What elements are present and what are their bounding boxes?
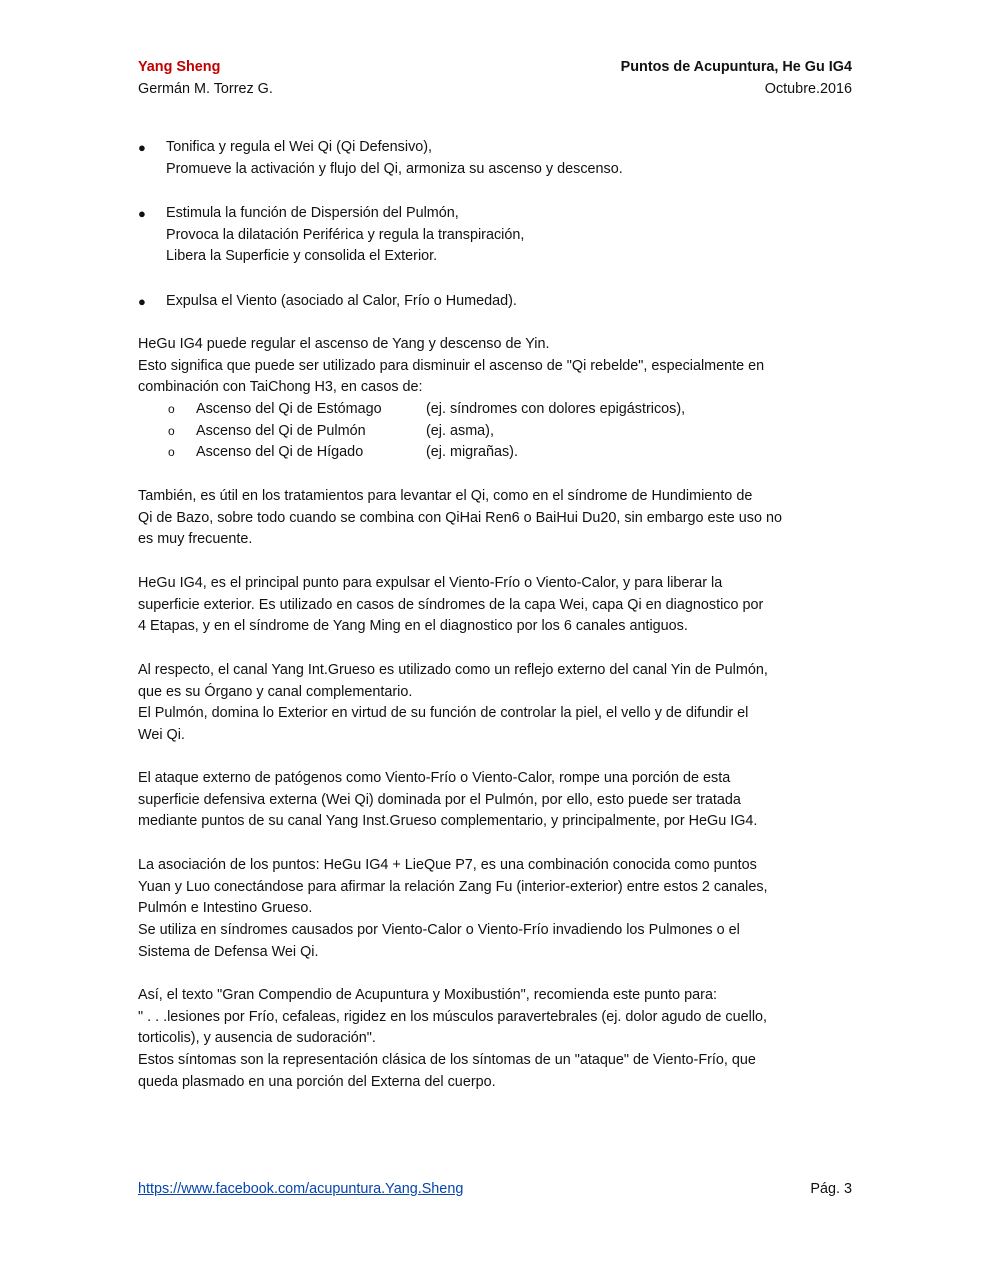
text-line: Libera la Superficie y consolida el Exterior. [166,248,438,265]
sub-list-example: (ej. asma), [426,422,494,439]
sub-list-item [138,442,858,464]
document-date: Octubre.2016 [764,81,852,97]
bullet-item [138,203,858,268]
paragraph [138,985,858,1093]
text-line: Estos síntomas son la representación clásica de los síntomas de un "ataque" de Viento-Frío, que [138,1052,756,1069]
sub-list-example: (ej. síndromes con dolores epigástricos), [426,401,686,417]
text-line: Al respecto, el canal Yang Int.Grueso es utilizado como un reflejo externo del canal Yin de Pulmón, [138,662,768,678]
text-line: Provoca la dilatación Periférica y regula la transpiración, [166,226,525,243]
text-line: Tonifica y regula el Wei Qi (Qi Defensivo), [166,139,433,155]
text-line: Sistema de Defensa Wei Qi. [138,943,319,960]
bullet-dot-icon: ● [138,294,146,309]
text-line: HeGu IG4, es el principal punto para expulsar el Viento-Frío o Viento-Calor, y para liberar la [138,575,723,591]
text-line: Promueve la activación y flujo del Qi, armoniza su ascenso y descenso. [166,160,623,177]
paragraph [138,486,858,551]
text-line: Esto significa que puede ser utilizado para disminuir el ascenso de "Qi rebelde", especialmente en [138,357,765,374]
bullet-text [166,291,858,313]
text-line: Se utiliza en síndromes causados por Viento-Calor o Viento-Frío invadiendo los Pulmones o el [138,922,740,939]
bullet-text [166,137,858,180]
paragraph [138,660,858,747]
page-number: Pág. 3 [810,1181,852,1197]
sub-list-label: Ascenso del Qi de Hígado [196,444,364,461]
circle-bullet-icon: o [168,445,175,460]
text-line: El Pulmón, domina lo Exterior en virtud de su función de controlar la piel, el vello y de difundir el [138,705,749,722]
circle-bullet-icon: o [168,402,175,416]
text-line: Así, el texto "Gran Compendio de Acupuntura y Moxibustión", recomienda este punto para: [138,987,717,1003]
sub-list [138,399,858,464]
paragraph [138,573,858,638]
text-line: mediante puntos de su canal Yang Inst.Grueso complementario, y principalmente, por HeGu IG4. [138,813,758,830]
document-title: Puntos de Acupuntura, He Gu IG4 [620,59,852,75]
paragraph [138,855,858,963]
text-line: Yuan y Luo conectándose para afirmar la relación Zang Fu (interior-exterior) entre estos 2 canales, [138,878,768,895]
paragraph [138,768,858,833]
text-line: 4 Etapas, y en el síndrome de Yang Ming en el diagnostico por los 6 canales antiguos. [138,618,688,635]
circle-bullet-icon: o [168,423,175,438]
text-line: Expulsa el Viento (asociado al Calor, Frío o Humedad). [166,293,517,309]
text-line: Qi de Bazo, sobre todo cuando se combina con QiHai Ren6 o BaiHui Du20, sin embargo este uso no [138,509,782,526]
bullet-dot-icon: ● [138,206,146,221]
text-line: que es su Órgano y canal complementario. [138,683,413,700]
facebook-link[interactable]: https://www.facebook.com/acupuntura.Yang.Sheng [138,1181,464,1197]
sub-list-item [138,421,858,443]
text-line: queda plasmado en una porción del Externa del cuerpo. [138,1073,496,1090]
text-line: La asociación de los puntos: HeGu IG4 + LieQue P7, es una combinación conocida como puntos [138,857,757,873]
text-line: es muy frecuente. [138,531,253,548]
text-line: combinación con TaiChong H3, en casos de: [138,379,423,396]
text-line: " . . .lesiones por Frío, cefaleas, rigidez en los músculos paravertebrales (ej. dolor agudo de cuello, [138,1008,768,1025]
bullet-text [166,203,858,268]
sub-list-item [138,399,858,421]
text-line: Wei Qi. [138,727,185,744]
text-line: torticolis), y ausencia de sudoración". [138,1030,376,1047]
text-line: superficie exterior. Es utilizado en casos de síndromes de la capa Wei, capa Qi en diagnostico por [138,596,764,613]
author: Germán M. Torrez G. [138,81,273,97]
text-line: También, es útil en los tratamientos para levantar el Qi, como en el síndrome de Hundimiento de [138,488,753,504]
brand-title: Yang Sheng [138,59,221,75]
bullet-item [138,291,858,313]
bullet-dot-icon: ● [138,140,146,155]
text-line: Pulmón e Intestino Grueso. [138,900,313,917]
bullet-item [138,137,858,180]
text-line: superficie defensiva externa (Wei Qi) dominada por el Pulmón, por ello, esto puede ser tratada [138,791,741,808]
paragraph [138,334,858,399]
sub-list-label: Ascenso del Qi de Pulmón [196,422,366,439]
text-line: HeGu IG4 puede regular el ascenso de Yang y descenso de Yin. [138,336,550,352]
sub-list-label: Ascenso del Qi de Estómago [196,401,382,417]
sub-list-example: (ej. migrañas). [426,444,518,461]
text-line: El ataque externo de patógenos como Viento-Frío o Viento-Calor, rompe una porción de esta [138,770,731,786]
text-line: Estimula la función de Dispersión del Pulmón, [166,205,459,221]
